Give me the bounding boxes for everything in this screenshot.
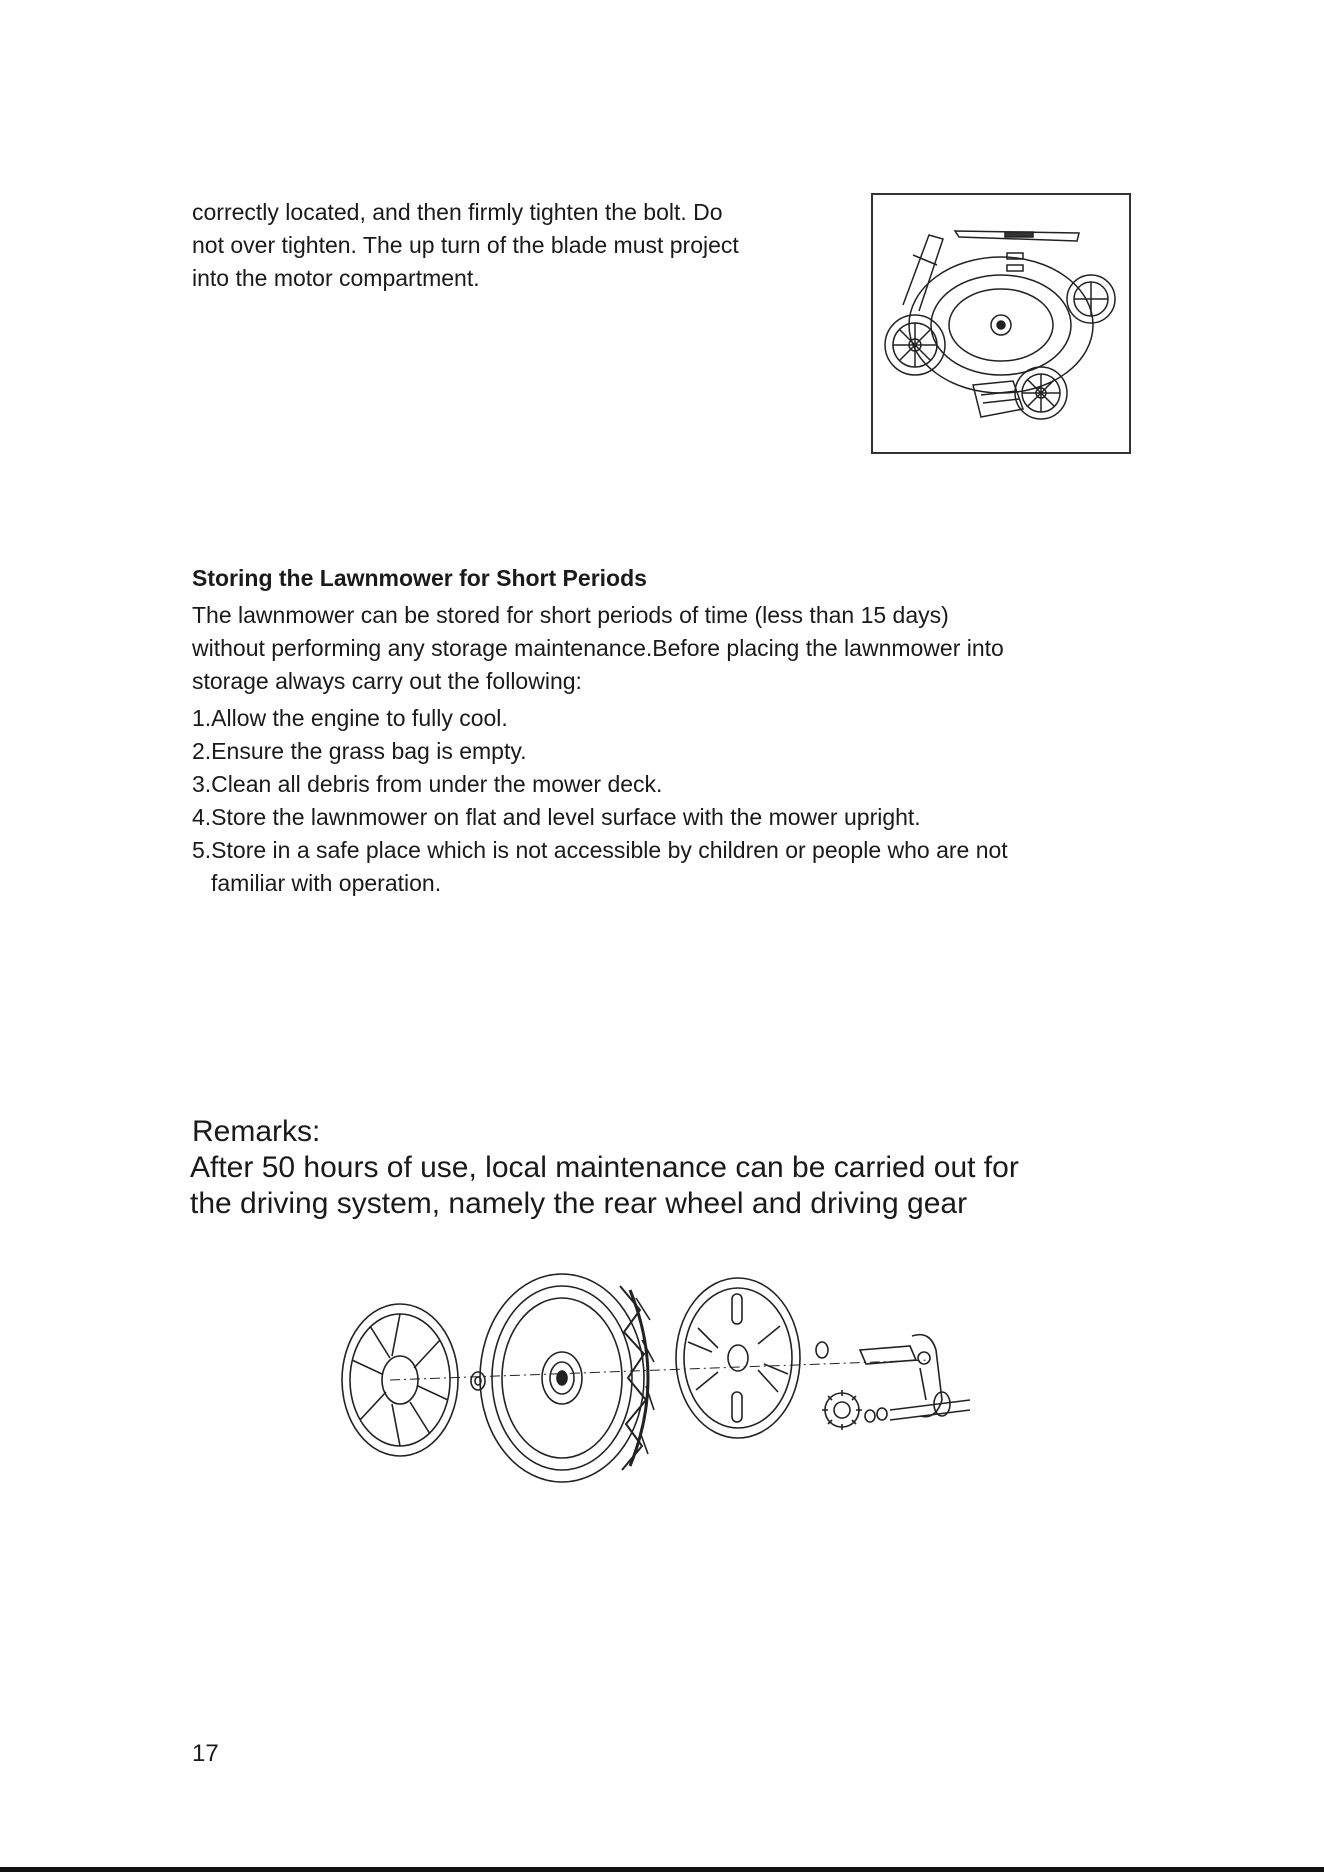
storage-steps-list [192, 702, 1152, 900]
tire [480, 1274, 654, 1482]
rear-wheel-exploded-figure [330, 1250, 970, 1490]
section-heading: Storing the Lawnmower for Short Periods [192, 565, 647, 591]
front-left-wheel [885, 315, 945, 375]
mower-underside-illustration [873, 195, 1129, 452]
rear-left-wheel [1067, 275, 1115, 323]
drive-gear [822, 1390, 862, 1430]
bottom-border [0, 1867, 1324, 1872]
intro-line: correctly located, and then firmly tighten the bolt. Do [192, 199, 723, 225]
remarks-line: After 50 hours of use, local maintenance can be carried out for [190, 1151, 1019, 1184]
remarks-line: the driving system, namely the rear wheel and driving gear [190, 1187, 968, 1220]
nut [471, 1372, 485, 1390]
intro-line: into the motor compartment. [192, 265, 480, 291]
blade-installation-figure [871, 193, 1131, 454]
list-item: 3.Clean all debris from under the mower deck. [192, 771, 663, 797]
body-line: The lawnmower can be stored for short periods of time (less than 15 days) [192, 602, 949, 628]
storage-intro [192, 599, 1152, 698]
list-item: 4.Store the lawnmower on flat and level surface with the mower upright. [192, 804, 921, 830]
remarks-title: Remarks: [192, 1115, 321, 1148]
body-line: storage always carry out the following: [192, 668, 582, 694]
intro-line: not over tighten. The up turn of the blade must project [192, 232, 739, 258]
wheel-cover [676, 1278, 800, 1438]
page-number: 17 [192, 1740, 219, 1767]
intro-paragraph [192, 196, 842, 295]
remarks-body [190, 1150, 1019, 1222]
rear-right-wheel [1015, 367, 1067, 419]
body-line: without performing any storage maintenance.Before placing the lawnmower into [192, 635, 1004, 661]
list-item: 1.Allow the engine to fully cool. [192, 705, 508, 731]
axle-bracket [860, 1335, 970, 1420]
list-item: 5.Store in a safe place which is not accessible by children or people who are not [192, 837, 1008, 863]
wheel-assembly-illustration [330, 1250, 970, 1490]
list-item: 2.Ensure the grass bag is empty. [192, 738, 527, 764]
list-item-continuation: familiar with operation. [211, 870, 442, 896]
